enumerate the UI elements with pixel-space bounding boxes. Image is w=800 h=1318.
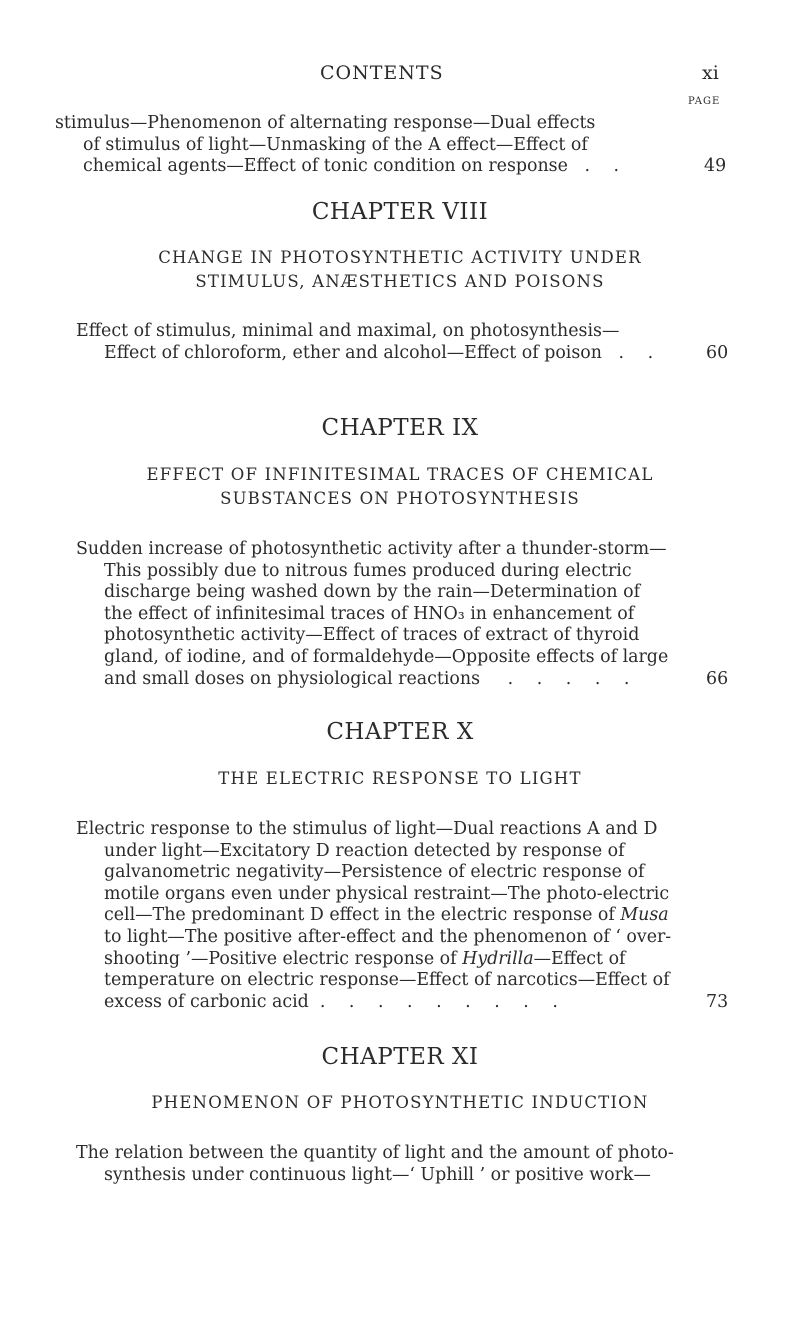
toc-entry [76, 321, 756, 364]
entry-line: excess of carbonic acid . . . . . . . . . 73 [104, 991, 729, 1012]
chapter-subtitle: THE ELECTRIC RESPONSE TO LIGHT [218, 769, 582, 788]
entry-line: motile organs even under physical restraint—The photo-electric [104, 883, 670, 904]
chapter-subtitle: CHANGE IN PHOTOSYNTHETIC ACTIVITY UNDER STIMULUS, ANÆSTHETICS AND POISONS [158, 248, 642, 291]
entry-page-number: 60 [706, 342, 729, 363]
entry-line: gland, of iodine, and of formaldehyde—Opposite effects of large [104, 646, 669, 667]
entry-line: synthesis under continuous light—‘ Uphill ’ or positive work— [104, 1164, 651, 1185]
entry-line: to light—The positive after-effect and the phenomenon of ‘ over- [104, 926, 672, 947]
page-column-label: PAGE [688, 96, 721, 107]
entry-line: Sudden increase of photosynthetic activity after a thunder-storm— [76, 539, 667, 559]
entry-line: and small doses on physiological reactions . . . . . 66 [104, 668, 729, 689]
entry-line: shooting ’—Positive electric response of Hydrilla—Effect of [104, 948, 626, 969]
toc-entry [76, 819, 756, 1013]
entry-line: the effect of infinitesimal traces of HNO₃ in enhancement of [104, 603, 635, 624]
entry-line: This possibly due to nitrous fumes produced during electric [104, 560, 632, 581]
entry-line: discharge being washed down by the rain—Determination of [104, 582, 641, 603]
page-header [0, 62, 800, 92]
dot-leader: . . . . . . . . . [319, 991, 567, 1012]
dot-leader: . . [584, 156, 629, 177]
entry-line: cell—The predominant D effect in the electric response of Musa [104, 905, 669, 926]
entry-page-number: 66 [706, 668, 729, 689]
chapter-heading: CHAPTER XI [321, 1044, 479, 1070]
dot-leader: . . [618, 342, 663, 363]
chapter-heading: CHAPTER IX [321, 415, 479, 441]
toc-entry [76, 1143, 756, 1186]
entry-line: under light—Excitatory D reaction detected by response of [104, 840, 625, 861]
entry-line: stimulus—Phenomenon of alternating response—Dual effects [55, 113, 596, 133]
entry-line: Electric response to the stimulus of light—Dual reactions A and D [76, 819, 658, 839]
running-title: CONTENTS [320, 62, 444, 84]
entry-line: Effect of chloroform, ether and alcohol—Effect of poison . . 60 [104, 342, 729, 363]
entry-page-number: 49 [704, 156, 727, 177]
toc-entry [76, 539, 756, 690]
entry-line: temperature on electric response—Effect of narcotics—Effect of [104, 970, 670, 991]
entry-line: galvanometric negativity—Persistence of electric response of [104, 862, 645, 883]
toc-entry [55, 113, 735, 178]
entry-line: The relation between the quantity of light and the amount of photo- [76, 1143, 674, 1163]
chapter-subtitle: PHENOMENON OF PHOTOSYNTHETIC INDUCTION [151, 1093, 649, 1112]
chapter-heading: CHAPTER VIII [311, 199, 489, 225]
entry-line: chemical agents—Effect of tonic condition on response . . 49 [83, 156, 727, 177]
entry-line: photosynthetic activity—Effect of traces of extract of thyroid [104, 625, 640, 646]
dot-leader: . . . . . [507, 668, 639, 689]
entry-line: of stimulus of light—Unmasking of the A effect—Effect of [83, 134, 588, 155]
entry-line: Effect of stimulus, minimal and maximal, on photosynthesis— [76, 321, 620, 341]
chapter-subtitle: EFFECT OF INFINITESIMAL TRACES OF CHEMICAL SUBSTANCES ON PHOTOSYNTHESIS [146, 465, 654, 508]
entry-page-number: 73 [706, 991, 729, 1012]
page-number: xi [702, 62, 719, 84]
chapter-heading: CHAPTER X [326, 719, 474, 745]
